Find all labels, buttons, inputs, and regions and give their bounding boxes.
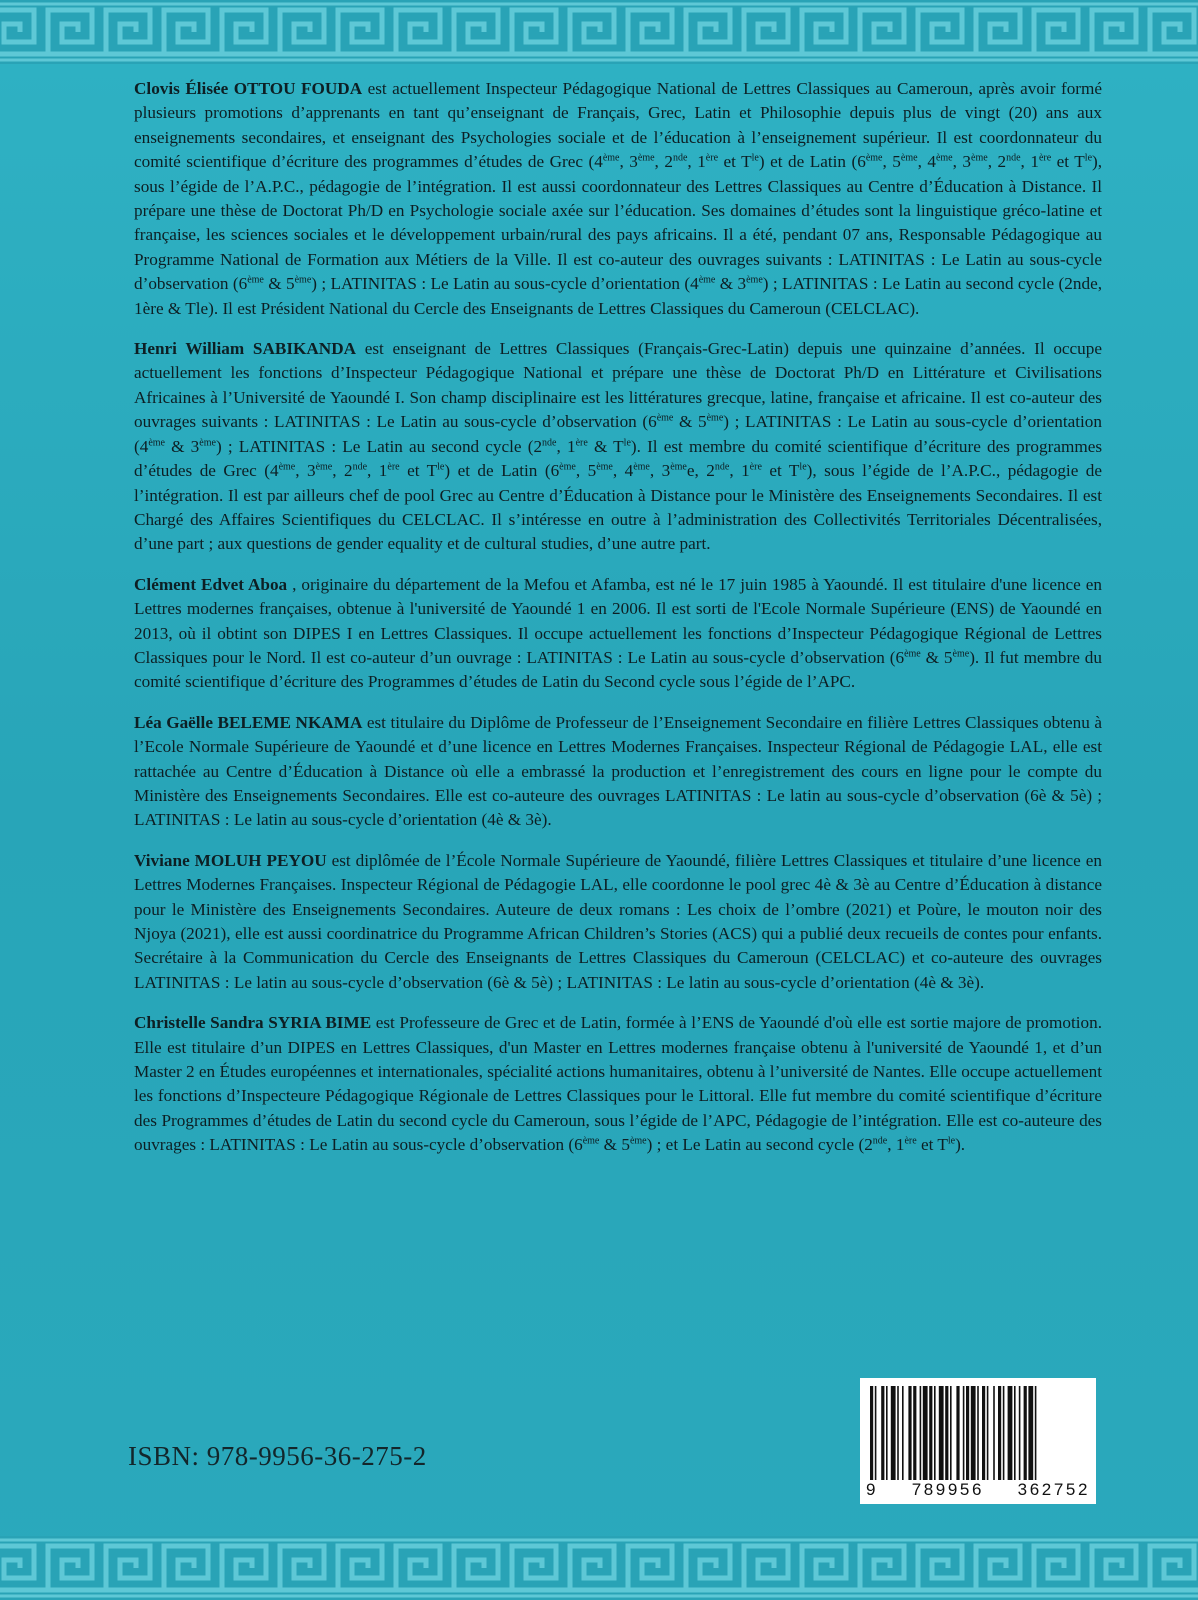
barcode-bars — [870, 1386, 1086, 1480]
author-name: Christelle Sandra SYRIA BIME — [134, 1013, 372, 1033]
barcode-digit-first: 9 — [866, 1480, 879, 1499]
barcode-digits-left: 789956 — [911, 1480, 985, 1499]
bio-text: est enseignant de Lettres Classiques (Français-Grec-Latin) depuis une quinzaine d’années. Il occupe actuellement les fonctions d’Inspecteur Pédagogique National et prépare une thèse de Doctorat Ph/D en Littérature et Civilisations Africaines à l’Université de Yaoundé I. Son champ disciplinaire est les littératures grecque, latine, française et africaine. Il est co-auteur des ouvrages suivants : LATINITAS : Le Latin au sous-cycle d’observation (6ème & 5ème) ; LATINITAS : Le Latin au sous-cycle d’orientation (4ème & 3ème) ; LATINITAS : Le Latin au second cycle (2nde, 1ère & $T^{le}$). Il est membre du comité scientifique d’écriture des programmes d’études de Grec (4ème, 3ème, 2nde, 1ère et $T^{le}$) et de Latin (6ème, 5ème, 4ème, 3èmee, 2nde, 1ère et $T^{le}$), sous l’égide de l’A.P.C., pédagogie de l’intégration. Il est par ailleurs chef de pool Grec au Centre d’Éducation à Distance pour le Ministère des Enseignements Secondaires. Il est Chargé des Affaires Scientifiques du CELCLAC. Il s’intéresse en outre à l’administration des Collectivités Territoriales Décentralisées, d’une part ; aux questions de gender equality et de cultural studies, d’une autre part. — [134, 339, 1103, 554]
barcode — [860, 1378, 1096, 1504]
bio-aboa — [134, 573, 1102, 695]
author-name: Clément Edvet Aboa — [134, 574, 288, 594]
bio-text: est actuellement Inspecteur Pédagogique National de Lettres Classiques au Cameroun, après avoir formé plusieurs promotions d’apprenants en tant qu’enseignant de Français, Grec, Latin et Philosophie depuis plus de vingt (20) ans aux enseignements secondaires, et enseignant des Psychologies sociale et de l’éducation à l’enseignement supérieur. Il est coordonnateur du comité scientifique d’écriture des programmes d’études de Grec (4ème, 3ème, 2nde, 1ère et $T^{le}$) et de Latin (6ème, 5ème, 4ème, 3ème, 2nde, 1ère et $T^{le}$), sous l’égide de l’A.P.C., pédagogie de l’intégration. Il est aussi coordonnateur des Lettres Classiques au Centre d’Éducation à Distance. Il prépare une thèse de Doctorat Ph/D en Psychologie sociale axée sur l’éducation. Ses domaines d’études sont la linguistique gréco-latine et française, les sciences sociales et le développement urbain/rural des pays africains. Il a été, pendant 07 ans, Responsable Pédagogique au Programme National de Formation aux Métiers de la Ville. Il est co-auteur des ouvrages suivants : LATINITAS : Le Latin au sous-cycle d’observation (6ème & 5ème) ; LATINITAS : Le Latin au sous-cycle d’orientation (4ème & 3ème) ; LATINITAS : Le Latin au second cycle (2nde, 1ère & Tle). Il est Président National du Cercle des Enseignants de Lettres Classiques du Cameroun (CELCLAC). — [134, 79, 1103, 318]
bio-text: est diplômée de l’École Normale Supérieure de Yaoundé, filière Lettres Classiques et titulaire d’une licence en Lettres Modernes Françaises. Inspecteur Régional de Pédagogie LAL, elle coordonne le pool grec 4è & 3è au Centre d’Éducation à distance pour le Ministère des Enseignements Secondaires. Auteure de deux romans : Les choix de l’ombre (2021) et Poùre, le mouton noir des Njoya (2021), elle est aussi coordinatrice du Programme African Children’s Stories (ACS) qui a publié deux recueils de contes pour enfants. Secrétaire à la Communication du Cercle des Enseignants de Lettres Classiques du Cameroun (CELCLAC) et co-auteure des ouvrages LATINITAS : Le latin au sous-cycle d’observation (6è & 5è) ; LATINITAS : Le latin au sous-cycle d’orientation (4è & 3è). — [134, 850, 1102, 992]
bio-text: est titulaire du Diplôme de Professeur de l’Enseignement Secondaire en filière Lettres Classiques obtenu à l’Ecole Normale Supérieure de Yaoundé et d’une licence en Lettres Modernes Françaises. Inspecteur Régional de Pédagogie LAL, elle est rattachée au Centre d’Éducation à Distance où elle a embrassé la production et l’enregistrement des cours en ligne pour le compte du Ministère des Enseignements Secondaires. Elle est co-auteure des ouvrages LATINITAS : Le latin au sous-cycle d’observation (6è & 5è) ; LATINITAS : Le latin au sous-cycle d’orientation (4è & 3è). — [134, 712, 1103, 830]
bios-section — [134, 77, 1102, 1174]
author-name: Viviane MOLUH PEYOU — [134, 850, 327, 870]
bio-moluh-peyou — [134, 849, 1102, 995]
greek-key-border-top — [0, 0, 1198, 64]
barcode-digits — [866, 1480, 1090, 1500]
greek-key-pattern-top — [0, 0, 1198, 64]
author-name: Léa Gaëlle BELEME NKAMA — [134, 712, 363, 732]
author-name: Henri William SABIKANDA — [134, 339, 357, 359]
author-name: Clovis Élisée OTTOU FOUDA — [134, 79, 363, 98]
bio-ottou-fouda — [134, 77, 1102, 321]
bio-sabikanda — [134, 337, 1102, 557]
barcode-digits-right: 362752 — [1017, 1480, 1090, 1499]
bio-text: , originaire du département de la Mefou et Afamba, est né le 17 juin 1985 à Yaoundé. Il est titulaire d'une licence en Lettres modernes françaises, obtenue à l'université de Yaoundé 1 en 2006. Il est sorti de l'Ecole Normale Supérieure (ENS) de Yaoundé en 2013, où il obtint son DIPES I en Lettres Classiques. Il occupe actuellement les fonctions d’Inspecteur Pédagogique Régional de Lettres Classiques pour le Nord. Il est co-auteur d’un ouvrage : LATINITAS : Le Latin au sous-cycle d’observation (6ème & 5ème). Il fut membre du comité scientifique d’écriture des Programmes d’études de Latin du Second cycle sous l’égide de l’APC. — [134, 574, 1102, 692]
bio-text: est Professeure de Grec et de Latin, formée à l’ENS de Yaoundé d'où elle est sortie majore de promotion. Elle est titulaire d’un DIPES en Lettres Classiques, d'un Master en Lettres modernes française obtenu à l'université de Yaoundé 1, et d’un Master 2 en Études européennes et internationales, spécialité actions humanitaires, obtenu à l’université de Nantes. Elle occupe actuellement les fonctions d’Inspecteure Pédagogique Régionale de Lettres Classiques pour le Littoral. Elle fut membre du comité scientifique d’écriture des Programmes d’études de Latin du second cycle du Cameroun, sous l’égide de l’APC, Pédagogie de l’intégration. Elle est co-auteure des ouvrages : LATINITAS : Le Latin au sous-cycle d’observation (6ème & 5ème) ; et Le Latin au second cycle (2nde, 1ère et $T^{le}$). — [134, 1013, 1102, 1155]
greek-key-pattern-bottom — [0, 1536, 1198, 1600]
isbn-label: ISBN: 978-9956-36-275-2 — [128, 1441, 427, 1471]
bio-syria-bime — [134, 1011, 1102, 1157]
bio-beleme-nkama — [134, 711, 1102, 833]
greek-key-border-bottom — [0, 1536, 1198, 1600]
